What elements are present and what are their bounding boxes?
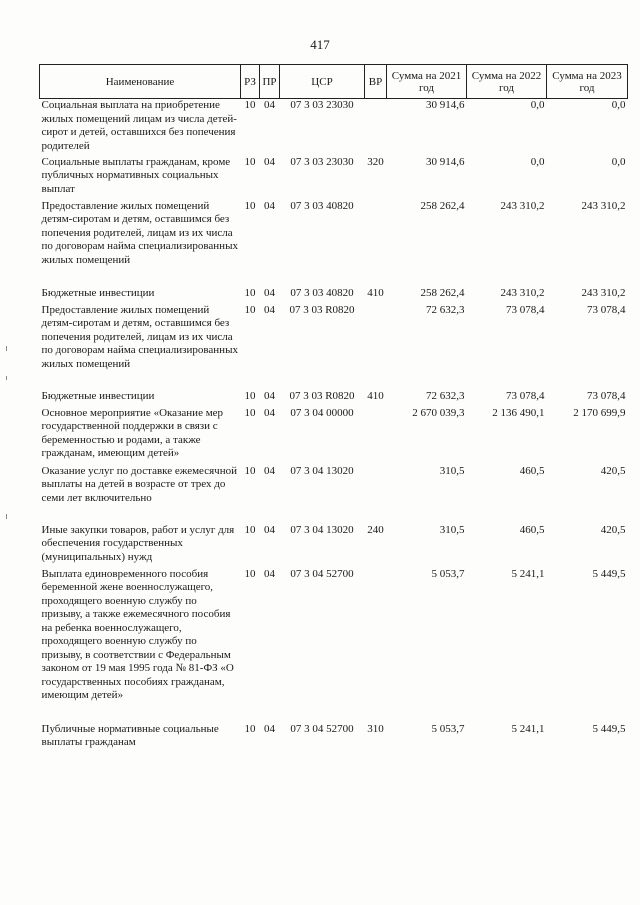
- row-vr: [365, 568, 387, 723]
- row-rz: 10: [244, 406, 256, 419]
- row-csr: 07 3 03 R0820: [289, 389, 355, 402]
- margin-mark: [6, 376, 7, 380]
- row-sum-2023: 0,0: [611, 155, 626, 168]
- row-vr: [365, 304, 387, 390]
- row-pr: 04: [264, 389, 275, 402]
- row-csr: 07 3 04 13020: [290, 464, 354, 477]
- row-sum-2021: 258 262,4: [420, 286, 465, 299]
- row-sum-2022: 243 310,2: [500, 199, 545, 212]
- table-row: [40, 568, 628, 723]
- header-sum-2021: Сумма на 2021 год: [387, 65, 467, 99]
- row-vr: [365, 465, 387, 524]
- row-sum-2023: 73 078,4: [587, 303, 626, 316]
- row-sum-2023: 243 310,2: [581, 286, 626, 299]
- row-sum-2021: 310,5: [439, 523, 465, 536]
- row-sum-2021: 30 914,6: [426, 155, 465, 168]
- row-sum-2022: 460,5: [519, 523, 545, 536]
- row-sum-2023: 420,5: [600, 464, 626, 477]
- row-csr: 07 3 03 R0820: [289, 303, 355, 316]
- row-pr: 04: [264, 303, 275, 316]
- row-csr: 07 3 04 52700: [290, 722, 354, 735]
- row-name: Основное мероприятие «Оказание мер государственной поддержки в связи с беременностью и родами, а также гражданам, имеющим детей»: [41, 406, 224, 459]
- row-sum-2022: 5 241,1: [511, 722, 545, 735]
- table-row: [40, 524, 628, 568]
- header-pr: ПР: [260, 65, 280, 99]
- row-rz: 10: [244, 199, 256, 212]
- row-csr: 07 3 03 23030: [290, 99, 354, 111]
- row-sum-2022: 73 078,4: [506, 303, 545, 316]
- row-name: Социальные выплаты гражданам, кроме публичных нормативных социальных выплат: [41, 155, 231, 195]
- row-sum-2021: 72 632,3: [426, 389, 465, 402]
- row-pr: 04: [264, 199, 275, 212]
- row-csr: 07 3 03 40820: [290, 199, 354, 212]
- row-sum-2021: 2 670 039,3: [412, 406, 465, 419]
- row-vr: 410: [367, 389, 384, 402]
- table-row: [40, 407, 628, 465]
- table-row: [40, 304, 628, 390]
- row-name: Бюджетные инвестиции: [41, 286, 155, 299]
- page-number: 417: [310, 37, 330, 52]
- row-csr: 07 3 04 52700: [290, 567, 354, 580]
- row-vr: 410: [367, 286, 384, 299]
- header-sum-2023: Сумма на 2023 год: [547, 65, 628, 99]
- margin-mark: [6, 346, 7, 351]
- row-sum-2021: 30 914,6: [426, 99, 465, 111]
- row-rz: 10: [244, 464, 256, 477]
- budget-table: [39, 64, 628, 753]
- row-csr: 07 3 04 13020: [290, 523, 354, 536]
- header-name: Наименование: [40, 65, 241, 99]
- row-name: Социальная выплата на приобретение жилых помещений лицам из числа детей-сирот и детей, оставшихся без попечения родителей: [41, 99, 237, 152]
- row-name: Выплата единовременного пособия беременной жене военнослужащего, проходящего военную службу по призыву, а также ежемесячного пособия на ребенка военнослужащего, проходящего военную службу по призыву, в соответствии с Федеральным законом от 19 мая 1995 года № 81-ФЗ «О государственных пособиях гражданам, имеющим детей»: [41, 567, 234, 701]
- row-vr: 310: [367, 722, 384, 735]
- table-row: [40, 200, 628, 287]
- row-pr: 04: [264, 286, 275, 299]
- row-sum-2021: 5 053,7: [431, 722, 465, 735]
- row-name: Публичные нормативные социальные выплаты гражданам: [41, 722, 219, 748]
- table-row: [40, 287, 628, 304]
- table-row: [40, 465, 628, 524]
- row-pr: 04: [264, 523, 275, 536]
- row-rz: 10: [244, 389, 256, 402]
- table-row: [40, 99, 628, 156]
- row-name: Бюджетные инвестиции: [41, 389, 155, 402]
- table-row: [40, 390, 628, 407]
- row-sum-2022: 5 241,1: [511, 567, 545, 580]
- header-vr: ВР: [365, 65, 387, 99]
- row-sum-2023: 5 449,5: [592, 567, 626, 580]
- row-sum-2021: 310,5: [439, 464, 465, 477]
- row-csr: 07 3 03 40820: [290, 286, 354, 299]
- row-pr: 04: [264, 722, 275, 735]
- row-rz: 10: [244, 99, 256, 111]
- row-rz: 10: [244, 303, 256, 316]
- row-sum-2023: 73 078,4: [587, 389, 626, 402]
- row-name: Иные закупки товаров, работ и услуг для обеспечения государственных (муниципальных) нужд: [41, 523, 235, 563]
- row-rz: 10: [244, 155, 256, 168]
- row-vr: [365, 200, 387, 287]
- row-sum-2023: 2 170 699,9: [573, 406, 626, 419]
- row-csr: 07 3 03 23030: [290, 155, 354, 168]
- row-sum-2023: 243 310,2: [581, 199, 626, 212]
- row-vr: [365, 407, 387, 465]
- row-pr: 04: [264, 406, 275, 419]
- row-pr: 04: [264, 155, 275, 168]
- row-vr: 320: [367, 155, 384, 168]
- row-sum-2023: 5 449,5: [592, 722, 626, 735]
- row-sum-2021: 72 632,3: [426, 303, 465, 316]
- row-pr: 04: [264, 464, 275, 477]
- table-row: [40, 156, 628, 200]
- row-sum-2022: 2 136 490,1: [492, 406, 545, 419]
- header-sum-2022: Сумма на 2022 год: [467, 65, 547, 99]
- table-header-row: [40, 65, 628, 99]
- row-sum-2022: 0,0: [530, 99, 545, 111]
- row-name: Предоставление жилых помещений детям-сиротам и детям, оставшимся без попечения родителей, лицам из их числа по договорам найма специализированных жилых помещений: [41, 199, 238, 266]
- row-sum-2023: 0,0: [611, 99, 626, 111]
- row-pr: 04: [264, 567, 275, 580]
- row-pr: 04: [264, 99, 275, 111]
- row-rz: 10: [244, 567, 256, 580]
- row-csr: 07 3 04 00000: [290, 406, 354, 419]
- row-rz: 10: [244, 286, 256, 299]
- row-rz: 10: [244, 523, 256, 536]
- header-rz: РЗ: [241, 65, 260, 99]
- row-name: Предоставление жилых помещений детям-сиротам и детям, оставшимся без попечения родителей, лицам из их числа по договорам найма специализированных жилых помещений: [41, 303, 238, 370]
- margin-mark: [6, 514, 7, 519]
- row-name: Оказание услуг по доставке ежемесячной выплаты на детей в возрасте от трех до семи лет включительно: [41, 464, 237, 504]
- row-vr: 240: [367, 523, 384, 536]
- row-vr: [365, 99, 387, 156]
- row-sum-2022: 460,5: [519, 464, 545, 477]
- row-sum-2023: 420,5: [600, 523, 626, 536]
- row-sum-2022: 0,0: [530, 155, 545, 168]
- header-csr: ЦСР: [280, 65, 365, 99]
- row-rz: 10: [244, 722, 256, 735]
- row-sum-2022: 73 078,4: [506, 389, 545, 402]
- row-sum-2021: 5 053,7: [431, 567, 465, 580]
- table-row: [40, 723, 628, 753]
- row-sum-2021: 258 262,4: [420, 199, 465, 212]
- row-sum-2022: 243 310,2: [500, 286, 545, 299]
